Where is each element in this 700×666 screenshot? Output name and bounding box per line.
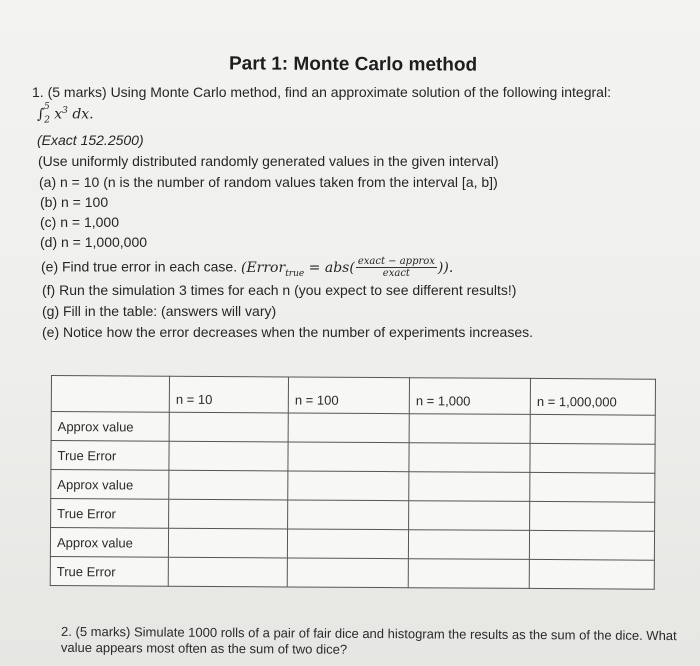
header-cell-n100: n = 100 [288, 377, 409, 414]
error-fraction [356, 256, 437, 279]
table-cell[interactable] [409, 443, 530, 473]
error-formula: (Error$_{true}$ = abs( $\frac{\text{exact − approx}}{\text{exact}}$ )). [240, 256, 454, 279]
table-cell[interactable] [408, 559, 529, 589]
table-cell[interactable] [169, 470, 288, 500]
table-cell[interactable] [529, 530, 654, 560]
table-cell[interactable] [288, 413, 409, 443]
table-cell[interactable] [169, 499, 288, 529]
table-row [51, 470, 655, 503]
instruction-uniform: (Use uniformly distributed randomly generated values in the given interval) [38, 153, 499, 169]
item-e-text: (e) Find true error in each case. [41, 258, 238, 275]
table-cell[interactable] [409, 472, 530, 502]
fraction-denominator: exact [382, 268, 410, 279]
table-cell[interactable] [409, 414, 530, 444]
row-label: Approx value [51, 412, 169, 442]
item-e [41, 256, 453, 279]
table-cell[interactable] [169, 412, 288, 442]
table-row [51, 499, 655, 532]
table-cell[interactable] [287, 558, 408, 588]
header-cell-empty [51, 376, 169, 413]
integral-lower-bound: 2 [44, 115, 51, 126]
table-cell[interactable] [287, 529, 408, 559]
exact-value: (Exact 152.2500) [37, 132, 144, 148]
row-label: True Error [50, 556, 168, 586]
item-f: (f) Run the simulation 3 times for each n (you expect to see different results!) [42, 282, 517, 298]
table-cell[interactable] [529, 559, 654, 589]
table-row [51, 412, 655, 445]
row-label: Approx value [51, 470, 169, 500]
integral-upper-bound: 5 [44, 102, 50, 112]
item-e2: (e) Notice how the error decreases when the number of experiments increases. [42, 324, 534, 340]
item-c: (c) n = 1,000 [40, 214, 119, 230]
question-1-intro: 1. (5 marks) Using Monte Carlo method, find an approximate solution of the following integral: [32, 84, 611, 100]
table-cell[interactable] [288, 471, 409, 501]
item-d: (d) n = 1,000,000 [40, 234, 148, 250]
table-cell[interactable] [168, 528, 287, 558]
item-b: (b) n = 100 [40, 194, 109, 210]
table-cell[interactable] [288, 442, 409, 472]
table-cell[interactable] [288, 500, 409, 530]
header-cell-n10: n = 10 [169, 376, 288, 413]
table-cell[interactable] [168, 557, 287, 587]
table-row [50, 556, 654, 589]
table-cell[interactable] [530, 414, 655, 444]
table-cell[interactable] [530, 443, 655, 473]
item-a: (a) n = 10 (n is the number of random values taken from the interval [a, b]) [39, 174, 498, 190]
table-cell[interactable] [530, 501, 655, 531]
integral-expression: $\int_2^5$ $x^3$ dx. [37, 102, 94, 126]
item-g: (g) Fill in the table: (answers will vary) [42, 303, 277, 319]
row-label: Approx value [50, 528, 168, 558]
table-row [50, 528, 654, 561]
table-cell[interactable] [408, 530, 529, 560]
table-header-row [51, 376, 655, 416]
header-cell-n1000: n = 1,000 [409, 378, 530, 415]
integral-dx: dx. [72, 106, 94, 123]
table-cell[interactable] [169, 441, 288, 471]
row-label: True Error [51, 441, 169, 471]
integrand-base: x [54, 106, 63, 123]
header-cell-n1000000: n = 1,000,000 [530, 378, 655, 415]
integrand-exponent: 3 [62, 106, 68, 116]
table-cell[interactable] [409, 501, 530, 531]
table-row [51, 441, 655, 474]
question-2: 2. (5 marks) Simulate 1000 rolls of a pair of fair dice and histogram the results as the sum of the dice. What value appears most often as the sum of two dice? [60, 623, 677, 657]
fraction-numerator: exact − approx [357, 256, 435, 267]
table-cell[interactable] [530, 472, 655, 502]
results-table [50, 375, 656, 590]
row-label: True Error [51, 499, 169, 529]
page-title: Part 1: Monte Carlo method [228, 53, 478, 76]
